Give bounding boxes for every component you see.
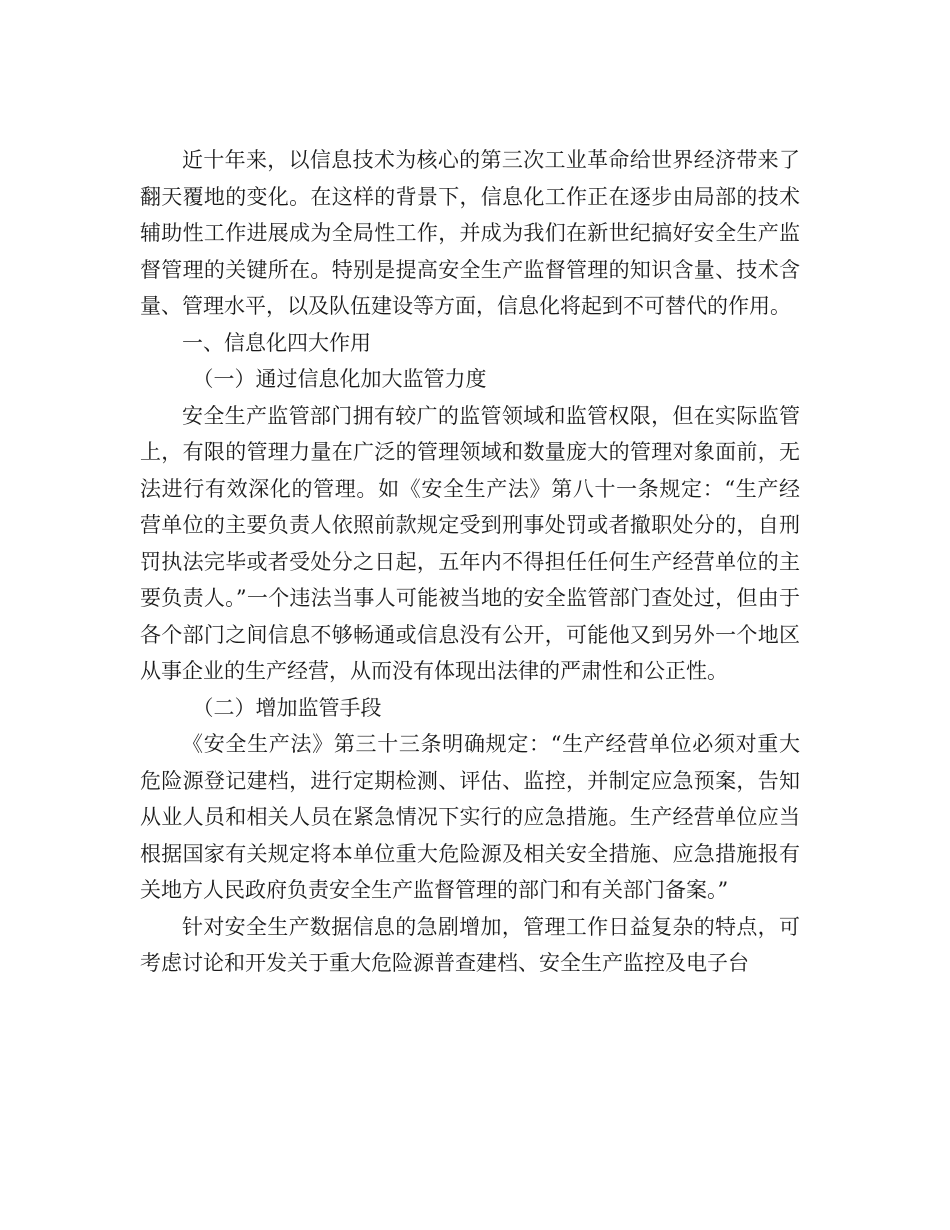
paragraph-intro: 近十年来，以信息技术为核心的第三次工业革命给世界经济带来了翻天覆地的变化。在这样的背景下，信息化工作正在逐步由局部的技术辅助性工作进展成为全局性工作，并成为我们在新世纪搞好安全生产监督管理的关键所在。特别是提高安全生产监督管理的知识含量、技术含量、管理水平，以及队伍建设等方面，信息化将起到不可替代的作用。 xyxy=(140,148,800,318)
subsection-heading-1: （一）通过信息化加大监管力度 xyxy=(192,367,487,391)
section-heading-1: 一、信息化四大作用 xyxy=(182,330,371,355)
paragraph-supervision: 安全生产监管部门拥有较广的监管领域和监管权限，但在实际监管上，有限的管理力量在广泛的管理领域和数量庞大的管理对象面前，无法进行有效深化的管理。如《安全生产法》第八十一条规定：“生产经营单位的主要负责人依照前款规定受到刑事处罚或者撤职处分的，自刑罚执法完毕或者受处分之日起，五年内不得担任任何生产经营单位的主要负责人。”一个违法当事人可能被当地的安全监管部门查处过，但由于各个部门之间信息不够畅通或信息没有公开，可能他又到另外一个地区从事企业的生产经营，从而没有体现出法律的严肃性和公正性。 xyxy=(140,403,800,683)
document-body xyxy=(140,142,800,982)
paragraph-law-article-33: 《安全生产法》第三十三条明确规定：“生产经营单位必须对重大危险源登记建档，进行定期检测、评估、监控，并制定应急预案，告知从业人员和相关人员在紧急情况下实行的应急措施。生产经营单位应当根据国家有关规定将本单位重大危险源及相关安全措施、应急措施报有关地方人民政府负责安全生产监督管理的部门和有关部门备案。” xyxy=(140,732,800,902)
subsection-heading-2: （二）增加监管手段 xyxy=(192,695,382,720)
paragraph-data-growth: 针对安全生产数据信息的急剧增加，管理工作日益复杂的特点，可考虑讨论和开发关于重大危险源普查建档、安全生产监控及电子台 xyxy=(140,914,800,975)
